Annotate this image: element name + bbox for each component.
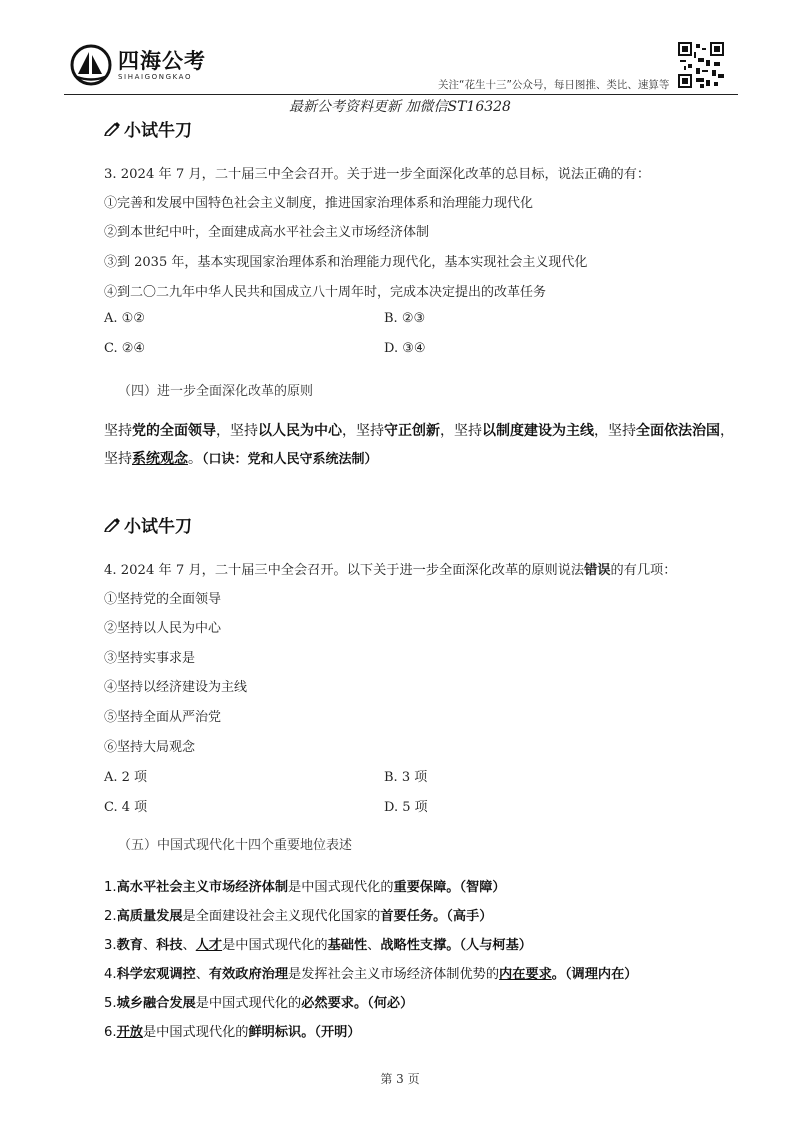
practice-title-text: 小试牛刀 [124,517,192,537]
header-divider [64,94,738,95]
modernization-heading: （五）中国式现代化十四个重要地位表述 [118,838,353,853]
option-d: D. 5 项 [384,800,428,815]
brand-logo [70,44,206,86]
principles-heading: （四）进一步全面深化改革的原则 [118,384,314,399]
list-item: ⑥坚持大局观念 [104,740,196,755]
list-item: ③到 2035 年，基本实现国家治理体系和治理能力现代化，基本实现社会主义现代化 [104,255,588,270]
list-item: ①完善和发展中国特色社会主义制度，推进国家治理体系和治理能力现代化 [104,196,534,211]
option-b: B. 3 项 [384,770,428,785]
list-item: ④到二〇二九年中华人民共和国成立八十周年时，完成本决定提出的改革任务 [104,285,547,300]
option-d: D. ③④ [384,341,426,356]
statement-4: 4.科学宏观调控、有效政府治理是发挥社会主义市场经济体制优势的内在要求。（调理内在） [104,967,638,982]
option-c: C. 4 项 [104,800,148,815]
statement-5: 5.城乡融合发展是中国式现代化的必然要求。（何必） [104,996,414,1011]
page-header [0,0,800,115]
sailboat-logo-icon [70,44,112,86]
principles-paragraph: 坚持党的全面领导，坚持以人民为中心，坚持守正创新，坚持以制度建设为主线，坚持全面依法治国， [104,423,734,439]
statement-2: 2.高质量发展是全面建设社会主义现代化国家的首要任务。（高手） [104,909,493,924]
list-item: ②到本世纪中叶，全面建成高水平社会主义市场经济体制 [104,225,430,240]
practice-title-text: 小试牛刀 [124,121,192,141]
question-3: 3. 2024 年 7 月，二十届三中全会召开。关于进一步全面深化改革的总目标，说法正确的有： [104,167,651,182]
pencil-icon [104,121,121,136]
option-b: B. ②③ [384,311,426,326]
practice-title-2 [104,512,192,537]
statement-3: 3.教育、科技、人才是中国式现代化的基础性、战略性支撑。（人与柯基） [104,938,532,953]
logo-chinese-name: 四海公考 [118,48,206,73]
principles-paragraph-line2: 坚持系统观念。（口诀：党和人民守系统法制） [104,451,378,467]
practice-title-1 [104,116,192,141]
option-a: A. 2 项 [104,770,148,785]
option-a: A. ①② [104,311,145,326]
list-item: ②坚持以人民为中心 [104,621,222,636]
question-4: 4. 2024 年 7 月，二十届三中全会召开。以下关于进一步全面深化改革的原则说法错误的有几项： [104,563,677,578]
statement-6: 6.开放是中国式现代化的鲜明标识。（开明） [104,1025,361,1040]
update-notice: 最新公考资料更新 加微信ST16328 [289,99,511,115]
pencil-icon [104,517,121,532]
list-item: ①坚持党的全面领导 [104,592,222,607]
list-item: ⑤坚持全面从严治党 [104,710,222,725]
option-c: C. ②④ [104,341,146,356]
follow-notice: 关注“花生十三”公众号，每日图推、类比、速算等 [438,79,670,91]
page-number: 第 3 页 [380,1072,420,1086]
list-item: ④坚持以经济建设为主线 [104,680,248,695]
statement-1: 1.高水平社会主义市场经济体制是中国式现代化的重要保障。（智障） [104,880,506,895]
mnemonic: （口诀：党和人民守系统法制） [202,452,378,467]
logo-english-name: SIHAIGONGKAO [118,72,193,81]
list-item: ③坚持实事求是 [104,651,196,666]
qr-code-icon [678,42,724,88]
